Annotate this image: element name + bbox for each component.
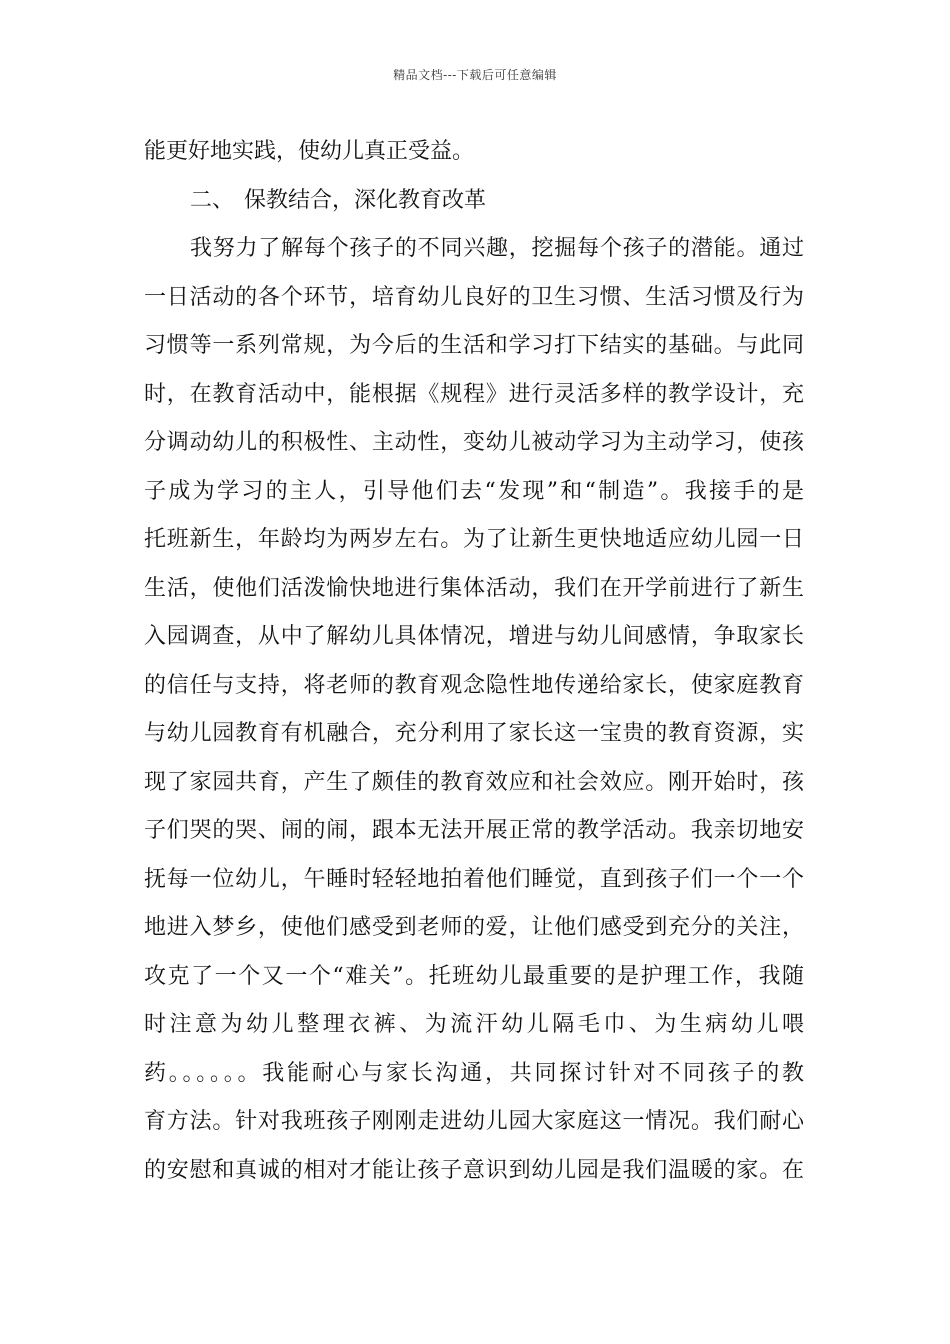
- paragraph-line: 地进入梦乡，使他们感受到老师的爱，让他们感受到充分的关注，: [144, 915, 804, 940]
- paragraph-line: 入园调查，从中了解幼儿具体情况，增进与幼儿间感情，争取家长: [144, 624, 804, 649]
- paragraph-line: 子们哭的哭、闹的闹，跟本无法开展正常的教学活动。我亲切地安: [144, 818, 804, 843]
- document-body: [144, 128, 804, 1195]
- paragraph-line: 时，在教育活动中，能根据《规程》进行灵活多样的教学设计，充: [144, 381, 804, 407]
- paragraph-line: 的信任与支持，将老师的教育观念隐性地传递给家长，使家庭教育: [144, 672, 804, 698]
- paragraph-line: 我努力了解每个孩子的不同兴趣，挖掘每个孩子的潜能。通过: [190, 236, 804, 261]
- paragraph-line: 习惯等一系列常规，为今后的生活和学习打下结实的基础。与此同: [144, 333, 804, 358]
- section-heading: [144, 177, 804, 226]
- paragraph-line: 抚每一位幼儿，午睡时轻轻地拍着他们睡觉，直到孩子们一个一个: [144, 866, 804, 892]
- section-title: 保教结合，深化教育改革: [244, 187, 487, 213]
- paragraph-line: 子成为学习的主人，引导他们去“发现”和“制造”。我接手的是: [144, 478, 804, 504]
- paragraph-line: 的安慰和真诚的相对才能让孩子意识到幼儿园是我们温暖的家。在: [144, 1157, 804, 1183]
- paragraph-line: 一日活动的各个环节，培育幼儿良好的卫生习惯、生活习惯及行为: [144, 284, 804, 310]
- paragraph-line: 现了家园共育，产生了颇佳的教育效应和社会效应。刚开始时，孩: [144, 769, 804, 795]
- paragraph-line: 生活，使他们活泼愉快地进行集体活动，我们在开学前进行了新生: [144, 575, 804, 601]
- section-number: 二、: [190, 187, 235, 213]
- paragraph-line: 时注意为幼儿整理衣裤、为流汗幼儿隔毛巾、为生病幼儿喂: [144, 1012, 804, 1037]
- paragraph-line: 分调动幼儿的积极性、主动性，变幼儿被动学习为主动学习，使孩: [144, 430, 804, 455]
- paragraph-line: 与幼儿园教育有机融合，充分利用了家长这一宝贵的教育资源，实: [144, 721, 804, 746]
- page-header: 精品文档---下载后可任意编辑: [393, 68, 557, 82]
- paragraph-line: 育方法。针对我班孩子刚刚走进幼儿园大家庭这一情况。我们耐心: [144, 1109, 804, 1134]
- paragraph-line: 托班新生，年龄均为两岁左右。为了让新生更快地适应幼儿园一日: [144, 527, 804, 552]
- paragraph-line: 药。。。。。。我能耐心与家长沟通，共同探讨针对不同孩子的教: [144, 1060, 804, 1086]
- paragraph-line: 能更好地实践，使幼儿真正受益。: [144, 139, 475, 164]
- paragraph-line: 攻克了一个又一个“难关”。托班幼儿最重要的是护理工作，我随: [144, 963, 804, 989]
